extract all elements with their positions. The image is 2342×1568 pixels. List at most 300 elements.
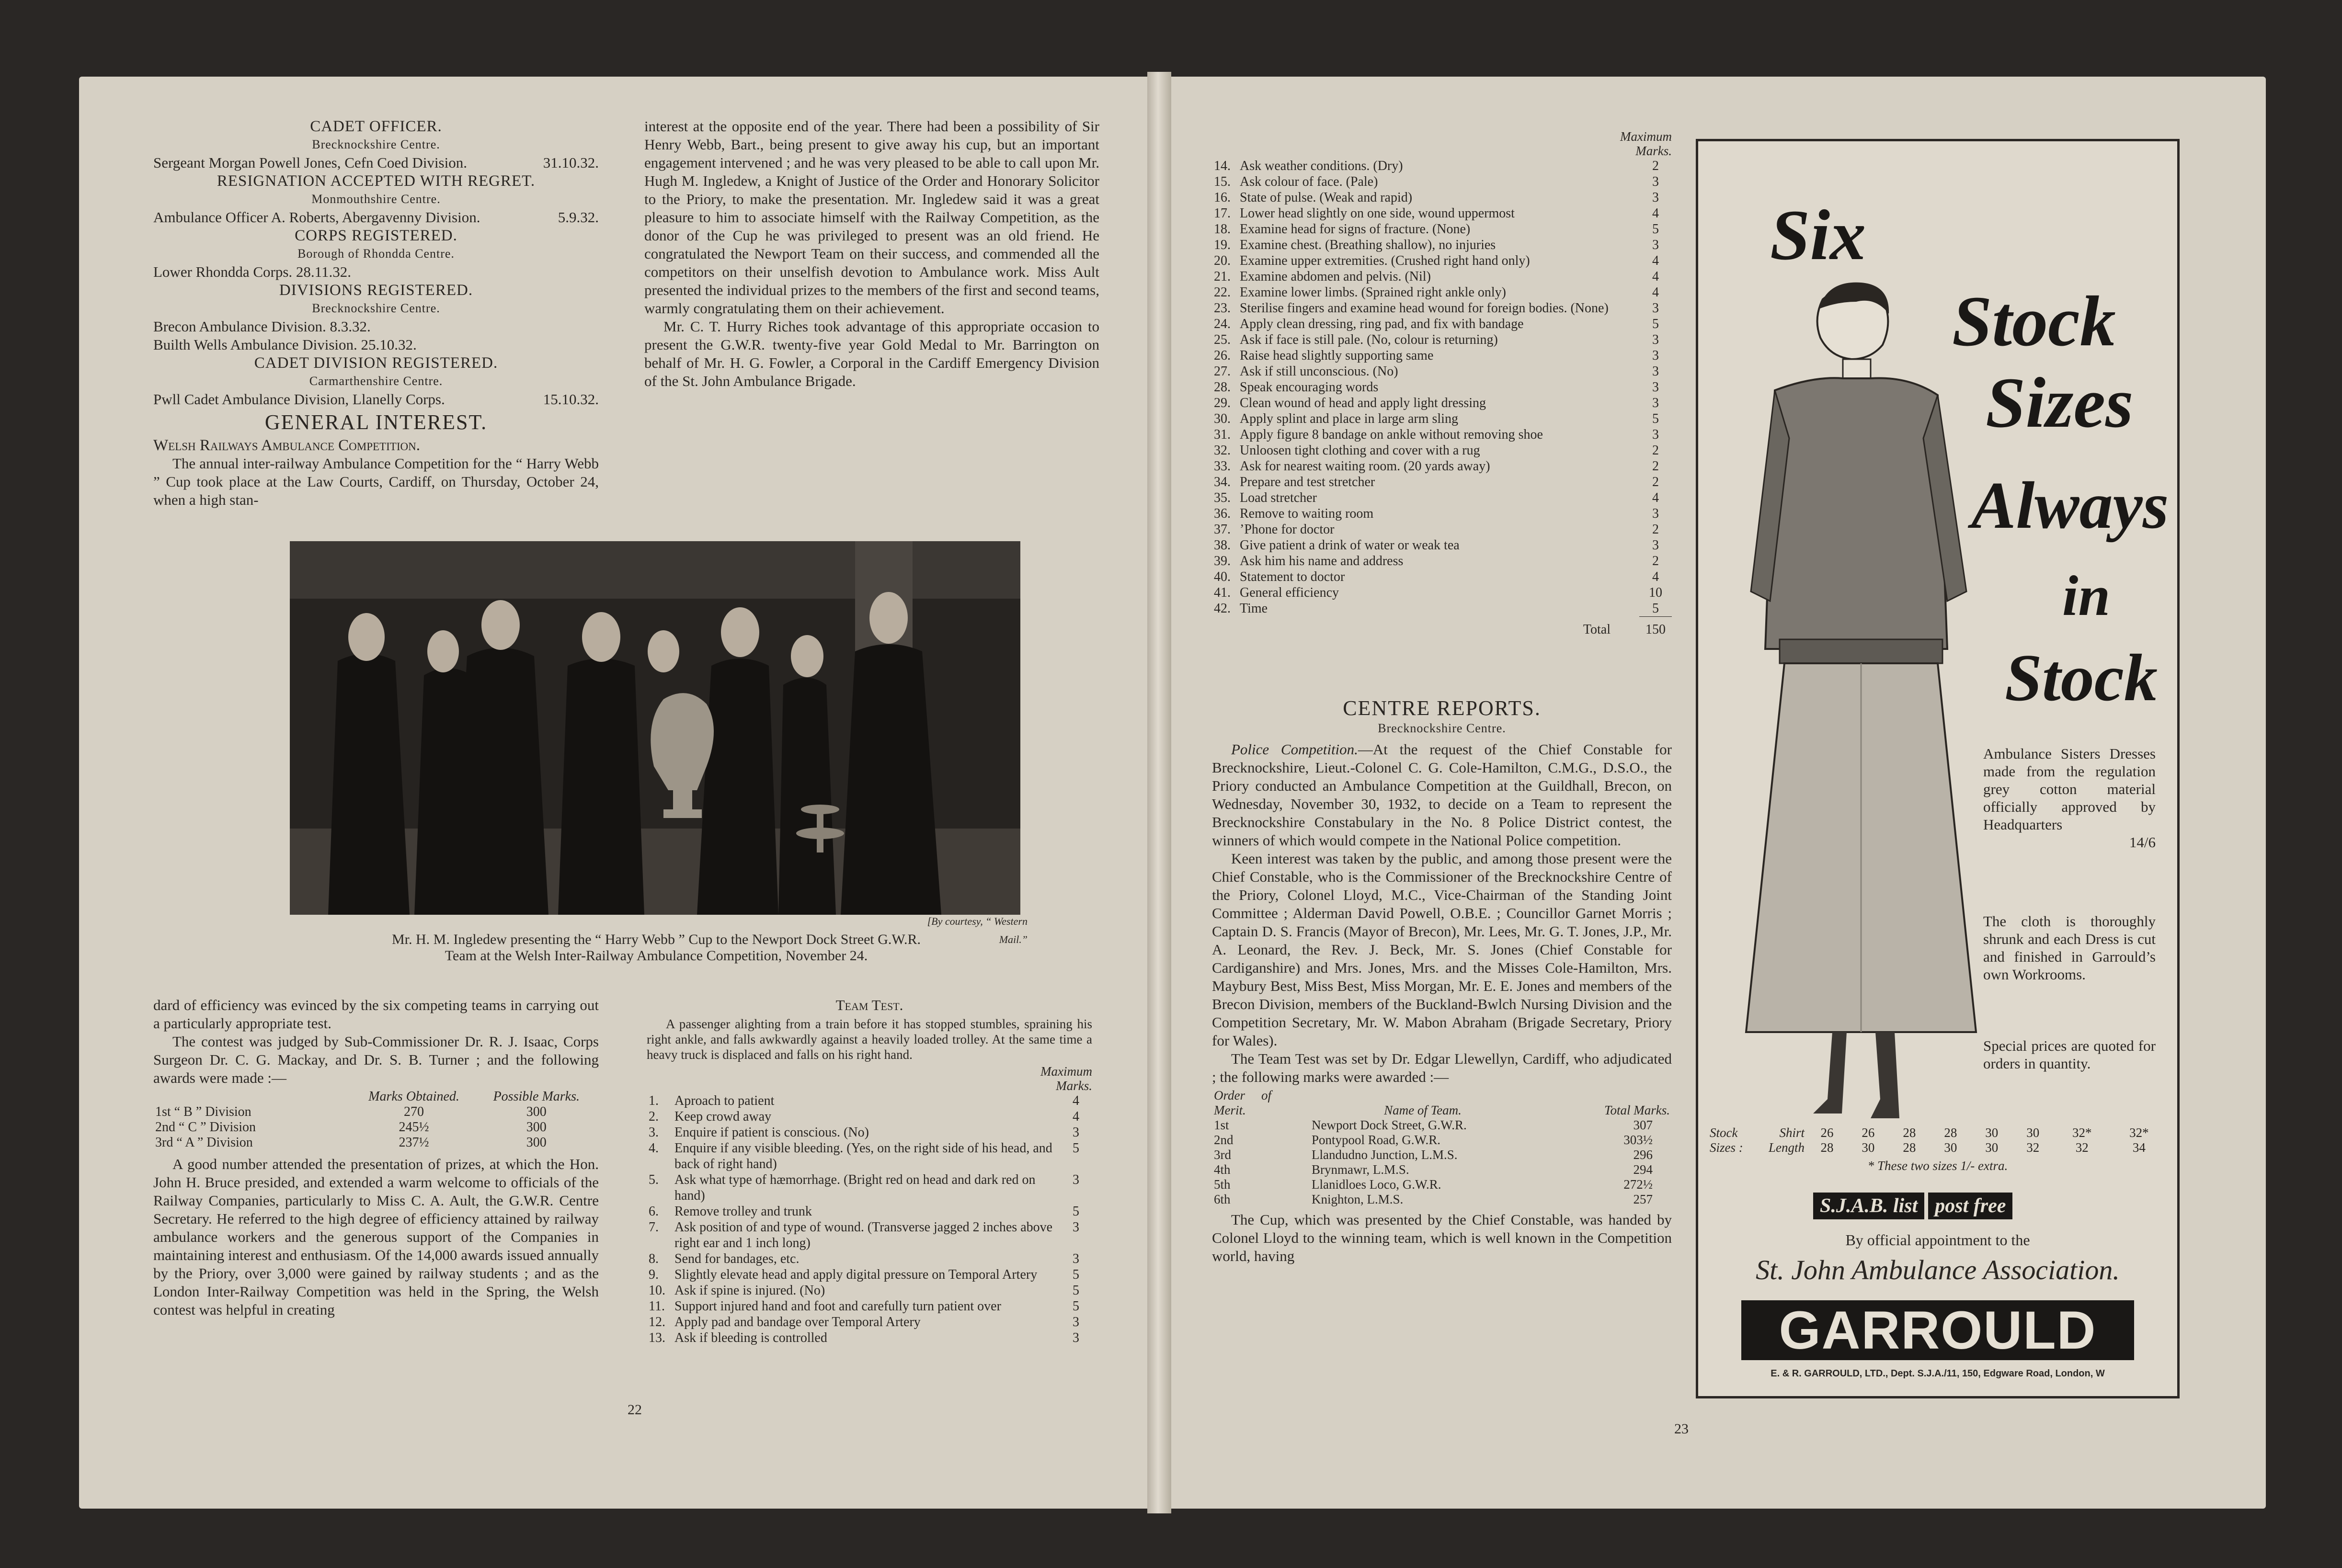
ad-headline-word: Sizes (1986, 363, 2134, 443)
shirt-label: Shirt (1779, 1125, 1805, 1140)
table-row (647, 1283, 1092, 1298)
sizes-label: Sizes : (1710, 1140, 1743, 1155)
ad-text: Ambulance Sisters Dresses made from the regulation grey cotton material officially approved by Headquarters (1983, 745, 2156, 833)
item-marks: 5 (1073, 1283, 1079, 1298)
police-competition-title: Police Competition. (1231, 741, 1358, 758)
team-name: Pontypool Road, G.W.R. (1312, 1133, 1441, 1147)
item-marks: 5 (1652, 317, 1659, 331)
team-name: Brynmawr, L.M.S. (1312, 1162, 1409, 1177)
general-interest-subheading: Welsh Railways Ambulance Competition. (153, 437, 420, 454)
item-marks: 5 (1073, 1267, 1079, 1282)
item-marks: 2 (1652, 522, 1659, 537)
item-text: Ask for nearest waiting room. (20 yards away) (1240, 459, 1490, 474)
item-number: 30. (1214, 411, 1231, 426)
table-row (1212, 364, 1672, 379)
centre-label: Monmouthshire Centre. (311, 192, 441, 206)
item-marks: 3 (1073, 1172, 1079, 1187)
item-text: Unloosen tight clothing and cover with a rug (1240, 443, 1480, 458)
item-number: 25. (1214, 332, 1231, 347)
table-row (1212, 221, 1672, 237)
ad-appointment: By official appointment to the (1845, 1231, 2030, 1249)
team-marks: 294 (1633, 1162, 1653, 1177)
heading-cadet-division: CADET DIVISION REGISTERED. (254, 354, 498, 372)
size-value: 30 (1944, 1140, 1957, 1155)
item-text: Raise head slightly supporting same (1240, 348, 1434, 363)
table-row (647, 1314, 1092, 1330)
order-of-merit: 5th (1214, 1177, 1231, 1192)
order-of-merit: 6th (1214, 1192, 1231, 1206)
ad-headline-word: Six (1770, 195, 1866, 275)
table-row (1212, 190, 1672, 205)
table-row (1212, 537, 1672, 553)
size-value: 32 (2026, 1140, 2040, 1155)
size-value: 28 (1820, 1140, 1834, 1155)
team-marks: 257 (1633, 1192, 1653, 1206)
table-row (1212, 569, 1672, 585)
column-header: Total Marks. (1604, 1103, 1670, 1117)
ad-headline-word: Stock (1952, 282, 2116, 361)
item-marks: 3 (1652, 380, 1659, 395)
size-value: 28 (1903, 1140, 1916, 1155)
article-paragraph: dard of efficiency was evinced by the six competing teams in carrying out a particularly appropriate test. (153, 997, 599, 1032)
item-text: Ask weather conditions. (Dry) (1240, 159, 1403, 173)
item-marks: 3 (1652, 427, 1659, 442)
item-text: Apply clean dressing, ring pad, and fix with bandage (1240, 317, 1524, 331)
table-row (1212, 1162, 1672, 1177)
results-table (1212, 1088, 1672, 1207)
item-number: 34. (1214, 475, 1231, 489)
ad-badges (1813, 1193, 2012, 1219)
item-text: Prepare and test stretcher (1240, 475, 1375, 489)
item-number: 2. (649, 1109, 659, 1124)
item-text: Slightly elevate head and apply digital pressure on Temporal Artery (674, 1267, 1038, 1282)
item-marks: 5 (1073, 1204, 1079, 1219)
size-value: 26 (1862, 1125, 1875, 1140)
item-number: 18. (1214, 222, 1231, 237)
division-name: 2nd “ C ” Division (155, 1120, 256, 1135)
item-marks: 3 (1652, 364, 1659, 379)
table-row (1212, 506, 1672, 522)
item-marks: 3 (1073, 1330, 1079, 1345)
sizes-label: Stock (1710, 1125, 1738, 1140)
item-number: 35. (1214, 490, 1231, 505)
item-marks: 3 (1652, 301, 1659, 316)
item-marks: 3 (1652, 332, 1659, 347)
item-text: Ask if spine is injured. (No) (674, 1283, 825, 1298)
awards-table (153, 1089, 599, 1150)
item-number: 23. (1214, 301, 1231, 316)
table-row (1212, 1177, 1672, 1192)
team-marks: 296 (1633, 1148, 1653, 1162)
centre-label: Brecknockshire Centre. (312, 301, 440, 315)
table-row (1212, 585, 1672, 601)
ad-text: Special prices are quoted for orders in quantity. (1983, 1037, 2156, 1072)
table-row (1708, 1140, 2168, 1155)
article-paragraph: interest at the opposite end of the year. There had been a possibility of Sir Henry Webb, Bart., being present to give away his cup, but an important engagement intervened ; and he was very pleased to be able to call upon Mr. Hugh M. Ingledew, a Knight of Justice of the Order and Honorary Solicitor to the Priory, to make the presentation. Mr. Ingledew said it was a great pleasure to him to associate himself with the Railway Competition, as the donor of the Cup he was privileged to present was an old friend. He congratulated the Newport Team on their success, and commended all the competitors on their unselfish devotion to Ambulance work. Miss Ault presented the individual prizes to the members of the first and second teams, warmly congratulating them on their achievement. (644, 118, 1099, 317)
table-row (1212, 284, 1672, 300)
item-marks: 10 (1649, 585, 1662, 600)
item-number: 24. (1214, 317, 1231, 331)
item-number: 41. (1214, 585, 1231, 600)
heading-corps: CORPS REGISTERED. (295, 227, 457, 244)
team-name: Llandudno Junction, L.M.S. (1312, 1148, 1458, 1162)
table-row (647, 1109, 1092, 1125)
ad-headline-word: Always (1971, 468, 2169, 543)
item-text: State of pulse. (Weak and rapid) (1240, 190, 1413, 205)
table-row (647, 1298, 1092, 1314)
item-marks: 4 (1073, 1093, 1079, 1108)
table-row (647, 1125, 1092, 1140)
page-number-right: 23 (1674, 1421, 1689, 1437)
item-text: Lower head slightly on one side, wound uppermost (1240, 206, 1515, 221)
photo-credit: [By courtesy, “ Western Mail.” (927, 915, 1028, 945)
table-row (1212, 158, 1672, 174)
item-number: 7. (649, 1220, 659, 1235)
item-text: Keep crowd away (674, 1109, 772, 1124)
item-text: Apply splint and place in large arm sling (1240, 411, 1458, 426)
general-interest-heading: GENERAL INTEREST. (264, 410, 488, 434)
table-row (647, 1140, 1092, 1172)
table-row (647, 1093, 1092, 1109)
table-row (1212, 458, 1672, 474)
item-text: Clean wound of head and apply light dressing (1240, 396, 1486, 410)
size-value: 32* (2072, 1125, 2092, 1140)
column-header: Marks Obtained. (368, 1089, 459, 1104)
marks-possible: 300 (526, 1104, 547, 1119)
size-value: 30 (1985, 1140, 1999, 1155)
report-paragraph: —At the request of the Chief Constable for Brecknockshire, Lieut.-Colonel C. G. Cole-Hamilton, C.M.G., D.S.O., the Priory conducted an Ambulance Competition at the Guildhall, Brecon, on Wednesday, November 30, 1932, to decide on a Team to represent the Brecknockshire Constabulary in the No. 8 Police District contest, the winners of which would compete in the National Police competition. (1212, 741, 1672, 849)
item-marks: 3 (1652, 190, 1659, 205)
article-paragraph: The contest was judged by Sub-Commissioner Dr. R. J. Isaac, Corps Surgeon Dr. C. G. Mackay, and Dr. S. B. Turner ; and the following awards were made :— (153, 1033, 599, 1086)
item-number: 9. (649, 1267, 659, 1282)
item-text: Examine upper extremities. (Crushed right hand only) (1240, 253, 1530, 268)
table-row (1212, 332, 1672, 348)
order-of-merit: 2nd (1214, 1133, 1234, 1147)
size-value: 26 (1820, 1125, 1834, 1140)
item-text: Ask position of and type of wound. (Transverse jagged 2 inches above right ear and 1 inch long) (674, 1220, 1053, 1250)
table-row (1212, 427, 1672, 443)
ad-headline-word: Stock (2005, 641, 2158, 715)
centre-label: Brecknockshire Centre. (312, 137, 440, 151)
brand-logo: GARROULD (1741, 1300, 2134, 1360)
item-number: 5. (649, 1172, 659, 1187)
ad-sizes-table (1708, 1125, 2168, 1155)
item-number: 26. (1214, 348, 1231, 363)
max-marks-label: Maximum Marks. (1620, 129, 1672, 158)
item-text: Support injured hand and foot and carefully turn patient over (674, 1299, 1001, 1314)
item-text: ’Phone for doctor (1240, 522, 1335, 537)
notice-date: 5.9.32. (558, 209, 599, 226)
table-row (647, 1251, 1092, 1267)
centre-reports-column (1212, 694, 1672, 1265)
report-paragraph: Keen interest was taken by the public, and among those present were the Chief Constable, who is the Commissioner of the Brecknockshire Centre of the Priory, Colonel Lloyd, M.C., Vice-Chairman of the Standing Joint Committee ; Alderman David Powell, O.B.E. ; Councillor Garnet Morris ; Captain D. S. Francis (Mayor of Brecon), Mr. Lees, Mr. G. T. Jones, J.P., Mr. A. Leonard, the Rev. J. Beck, Mr. S. Jones (Chief Constable for Cardiganshire) and Mrs. Jones, Mrs. and the Misses Cole-Hamilton, Mrs. Maybury Best, Miss Best, Miss Morgan, Mr. E. E. Jones and members of the Brecon Division, members of the Buckland-Bwlch Nursing Division and the Competition Secretary, Mr. W. Mabon Abraham (Brigade Secretary, Priory for Wales). (1212, 850, 1672, 1049)
team-test-description: A passenger alighting from a train before it has stopped stumbles, spraining his right ankle, and falls awkwardly against a heavily loaded trolley. At the same time a heavy truck is displaced and falls on his right hand. (647, 1017, 1092, 1062)
item-number: 31. (1214, 427, 1231, 442)
table-row (1212, 443, 1672, 458)
table-row (1212, 522, 1672, 537)
team-name: Knighton, L.M.S. (1312, 1192, 1404, 1206)
table-row (1212, 269, 1672, 284)
item-text: Apply pad and bandage over Temporal Artery (674, 1315, 921, 1329)
table-row (1212, 1148, 1672, 1162)
item-marks: 4 (1652, 569, 1659, 584)
item-text: Enquire if any visible bleeding. (Yes, on the right side of his head, and back of right hand) (674, 1141, 1052, 1171)
caption-line: Mr. H. M. Ingledew presenting the “ Harry Webb ” Cup to the Newport Dock Street G.W.R. (391, 932, 921, 947)
table-row (1212, 490, 1672, 506)
team-test-heading: Team Test. (835, 997, 903, 1013)
item-marks: 4 (1073, 1109, 1079, 1124)
total-value: 150 (1639, 617, 1672, 638)
table-row (1708, 1125, 2168, 1140)
list-badge: S.J.A.B. list (1813, 1193, 1924, 1219)
table-row (1212, 553, 1672, 569)
item-marks: 4 (1652, 490, 1659, 505)
item-number: 19. (1214, 238, 1231, 252)
size-value: 32* (2129, 1125, 2149, 1140)
size-value: 30 (1862, 1140, 1875, 1155)
item-number: 21. (1214, 269, 1231, 284)
notices-column (153, 117, 599, 509)
notice-entry: Pwll Cadet Ambulance Division, Llanelly Corps. (153, 391, 445, 408)
item-number: 8. (649, 1251, 659, 1266)
garrould-advertisement (1696, 139, 2180, 1398)
size-value: 30 (2026, 1125, 2040, 1140)
length-label: Length (1768, 1140, 1805, 1155)
ad-footnote: * These two sizes 1/- extra. (1867, 1159, 2008, 1173)
marks-obtained: 270 (404, 1104, 424, 1119)
team-name: Llanidloes Loco, G.W.R. (1312, 1177, 1441, 1192)
marks-possible: 300 (526, 1120, 547, 1135)
division-name: 3rd “ A ” Division (155, 1135, 253, 1150)
article-column (644, 117, 1099, 390)
caption-line: Team at the Welsh Inter-Railway Ambulance Competition, November 24. (445, 948, 868, 964)
item-text: Enquire if patient is conscious. (No) (674, 1125, 869, 1140)
general-interest-paragraph: The annual inter-railway Ambulance Competition for the “ Harry Webb ” Cup took place at the Law Courts, Cardiff, on Thursday, October 24, when a high stan- (153, 455, 599, 508)
table-row (1212, 316, 1672, 332)
item-text: Examine abdomen and pelvis. (Nil) (1240, 269, 1431, 284)
marks-obtained: 245½ (399, 1120, 429, 1135)
heading-resignation: RESIGNATION ACCEPTED WITH REGRET. (217, 172, 536, 190)
presentation-photograph (290, 541, 1020, 915)
column-header: Order of Merit. (1214, 1088, 1271, 1117)
awards-column (153, 996, 599, 1319)
centre-reports-subheading: Brecknockshire Centre. (1378, 721, 1506, 735)
order-of-merit: 3rd (1214, 1148, 1231, 1162)
marks-obtained: 237½ (399, 1135, 429, 1150)
order-of-merit: 4th (1214, 1162, 1231, 1177)
table-row (647, 1172, 1092, 1204)
centre-reports-heading: CENTRE REPORTS. (1343, 696, 1541, 720)
post-free-badge: post free (1928, 1193, 2012, 1219)
item-marks: 3 (1073, 1315, 1079, 1329)
article-paragraph: A good number attended the presentation of prizes, at which the Hon. John H. Bruce presided, and extended a warm welcome to officials of the Railway Companies, particularly to Miss C. A. Ault, the G.W.R. Centre Secretary. He referred to the high degree of efficiency attained by railway ambulance workers and the generous support of the Companies in maintaining interest and enthusiasm. Of the 14,000 awards issued annually by the Priory, over 3,000 were gained by railway students ; and as the London Inter-Railway Competition was held in the Spring, the Welsh contest was helpful in creating (153, 1156, 599, 1318)
notice-entry: Lower Rhondda Corps. 28.11.32. (153, 263, 352, 280)
total-label: Total (1583, 622, 1611, 637)
marks-list-column (1212, 129, 1672, 637)
item-marks: 5 (1073, 1299, 1079, 1314)
ad-headline-word: in (2062, 564, 2111, 627)
item-marks: 4 (1652, 206, 1659, 221)
division-name: 1st “ B ” Division (155, 1104, 251, 1119)
item-number: 33. (1214, 459, 1231, 474)
item-number: 4. (649, 1141, 659, 1156)
item-marks: 5 (1652, 411, 1659, 426)
table-row (153, 1120, 599, 1135)
item-marks: 2 (1652, 159, 1659, 173)
table-row (647, 1330, 1092, 1346)
item-text: Remove trolley and trunk (674, 1204, 812, 1219)
team-test-column (647, 996, 1092, 1346)
item-number: 42. (1214, 601, 1231, 616)
item-marks: 5 (1073, 1141, 1079, 1156)
size-value: 28 (1903, 1125, 1916, 1140)
table-row (1212, 1133, 1672, 1148)
item-number: 32. (1214, 443, 1231, 458)
report-paragraph: The Cup, which was presented by the Chief Constable, was handed by Colonel Lloyd to the winning team, which is well known in the Competition world, having (1212, 1211, 1672, 1264)
table-row (1212, 205, 1672, 221)
team-marks: 303½ (1623, 1133, 1653, 1147)
item-text: Ask him his name and address (1240, 554, 1404, 568)
item-number: 27. (1214, 364, 1231, 379)
ad-text: The cloth is thoroughly shrunk and each Dress is cut and finished in Garrould’s own Workrooms. (1983, 913, 2156, 983)
page-number-left: 22 (628, 1402, 642, 1418)
table-row (153, 1104, 599, 1120)
item-text: Statement to doctor (1240, 569, 1345, 584)
item-number: 13. (649, 1330, 665, 1345)
item-marks: 3 (1073, 1220, 1079, 1235)
item-marks: 3 (1652, 174, 1659, 189)
marks-possible: 300 (526, 1135, 547, 1150)
team-name: Newport Dock Street, G.W.R. (1312, 1118, 1467, 1132)
table-row (1212, 174, 1672, 190)
item-number: 14. (1214, 159, 1231, 173)
item-text: Remove to waiting room (1240, 506, 1374, 521)
total-row (1212, 617, 1672, 638)
notice-entry: Builth Wells Ambulance Division. 25.10.32. (153, 336, 417, 353)
table-row (647, 1267, 1092, 1283)
size-value: 28 (1944, 1125, 1957, 1140)
report-paragraph: The Team Test was set by Dr. Edgar Llewellyn, Cardiff, who adjudicated ; the following marks were awarded :— (1212, 1050, 1672, 1085)
item-marks: 2 (1652, 475, 1659, 489)
item-text: Apply figure 8 bandage on ankle without removing shoe (1240, 427, 1543, 442)
table-row (1212, 601, 1672, 617)
item-number: 16. (1214, 190, 1231, 205)
heading-cadet-officer: CADET OFFICER. (310, 118, 442, 135)
team-marks: 272½ (1623, 1177, 1653, 1192)
item-number: 1. (649, 1093, 659, 1108)
item-text: Ask if bleeding is controlled (674, 1330, 827, 1345)
order-of-merit: 1st (1214, 1118, 1229, 1132)
team-marks: 307 (1633, 1118, 1653, 1132)
item-text: Send for bandages, etc. (674, 1251, 800, 1266)
table-row (1212, 395, 1672, 411)
item-marks: 5 (1652, 222, 1659, 237)
item-text: Sterilise fingers and examine head wound for foreign bodies. (None) (1240, 301, 1609, 316)
item-number: 15. (1214, 174, 1231, 189)
ad-copy-1 (1983, 745, 2156, 851)
item-number: 39. (1214, 554, 1231, 568)
size-value: 30 (1985, 1125, 1999, 1140)
item-marks: 4 (1652, 269, 1659, 284)
table-row (1212, 474, 1672, 490)
item-marks: 4 (1652, 285, 1659, 300)
column-header: Possible Marks. (493, 1089, 580, 1104)
item-number: 36. (1214, 506, 1231, 521)
table-row (1212, 237, 1672, 253)
item-marks: 3 (1652, 506, 1659, 521)
table-row (1212, 253, 1672, 269)
nurse-dress-illustration (1717, 256, 2005, 1166)
photo-caption (268, 932, 1044, 964)
photo-illustration (290, 541, 1020, 915)
item-number: 22. (1214, 285, 1231, 300)
item-number: 3. (649, 1125, 659, 1140)
marks-table (1212, 158, 1672, 637)
item-marks: 2 (1652, 459, 1659, 474)
size-value: 34 (2132, 1140, 2146, 1155)
item-number: 38. (1214, 538, 1231, 553)
column-header: Name of Team. (1384, 1103, 1462, 1117)
table-row (1212, 300, 1672, 316)
article-paragraph: Mr. C. T. Hurry Riches took advantage of this appropriate occasion to present the G.W.R. twenty-five year Gold Medal to Mr. Barrington on behalf of Mr. H. G. Fowler, a Corporal in the Cardiff Emergency Division of the St. John Ambulance Brigade. (644, 318, 1099, 389)
ad-address: E. & R. GARROULD, LTD., Dept. S.J.A./11, 150, Edgware Road, London, W (1771, 1368, 2105, 1379)
item-text: Aproach to patient (674, 1093, 775, 1108)
item-marks: 3 (1652, 538, 1659, 553)
item-number: 37. (1214, 522, 1231, 537)
item-text: Ask if still unconscious. (No) (1240, 364, 1398, 379)
item-text: Examine chest. (Breathing shallow), no injuries (1240, 238, 1496, 252)
item-number: 12. (649, 1315, 665, 1329)
book-spine (1147, 72, 1171, 1513)
item-marks: 3 (1652, 348, 1659, 363)
centre-label: Carmarthenshire Centre. (309, 374, 443, 388)
table-row (647, 1219, 1092, 1251)
notice-date: 31.10.32. (543, 154, 599, 171)
table-row (1212, 348, 1672, 364)
notice-date: 15.10.32. (543, 391, 599, 408)
item-text: Speak encouraging words (1240, 380, 1379, 395)
table-row (153, 1135, 599, 1150)
item-marks: 2 (1652, 443, 1659, 458)
table-row (1212, 1192, 1672, 1207)
heading-divisions: DIVISIONS REGISTERED. (279, 282, 473, 299)
item-marks: 4 (1652, 253, 1659, 268)
item-text: General efficiency (1240, 585, 1339, 600)
centre-label: Borough of Rhondda Centre. (297, 247, 455, 261)
item-number: 10. (649, 1283, 665, 1298)
item-text: Examine head for signs of fracture. (None) (1240, 222, 1471, 237)
item-number: 11. (649, 1299, 665, 1314)
size-value: 32 (2075, 1140, 2089, 1155)
item-marks: 3 (1652, 396, 1659, 410)
item-marks: 3 (1073, 1125, 1079, 1140)
table-row (647, 1204, 1092, 1219)
table-row (1212, 411, 1672, 427)
notice-entry: Sergeant Morgan Powell Jones, Cefn Coed Division. (153, 154, 467, 171)
max-marks-label: Maximum Marks. (1040, 1064, 1092, 1093)
item-text: Ask colour of face. (Pale) (1240, 174, 1378, 189)
item-text: Give patient a drink of water or weak tea (1240, 538, 1460, 553)
team-test-table (647, 1093, 1092, 1346)
item-text: Ask what type of hæmorrhage. (Bright red on head and dark red on hand) (674, 1172, 1036, 1203)
ad-association: St. John Ambulance Association. (1756, 1254, 2120, 1285)
item-text: Ask if face is still pale. (No, colour is returning) (1240, 332, 1498, 347)
item-number: 20. (1214, 253, 1231, 268)
item-marks: 2 (1652, 554, 1659, 568)
table-row (1212, 379, 1672, 395)
item-text: Examine lower limbs. (Sprained right ankle only) (1240, 285, 1506, 300)
item-number: 6. (649, 1204, 659, 1219)
